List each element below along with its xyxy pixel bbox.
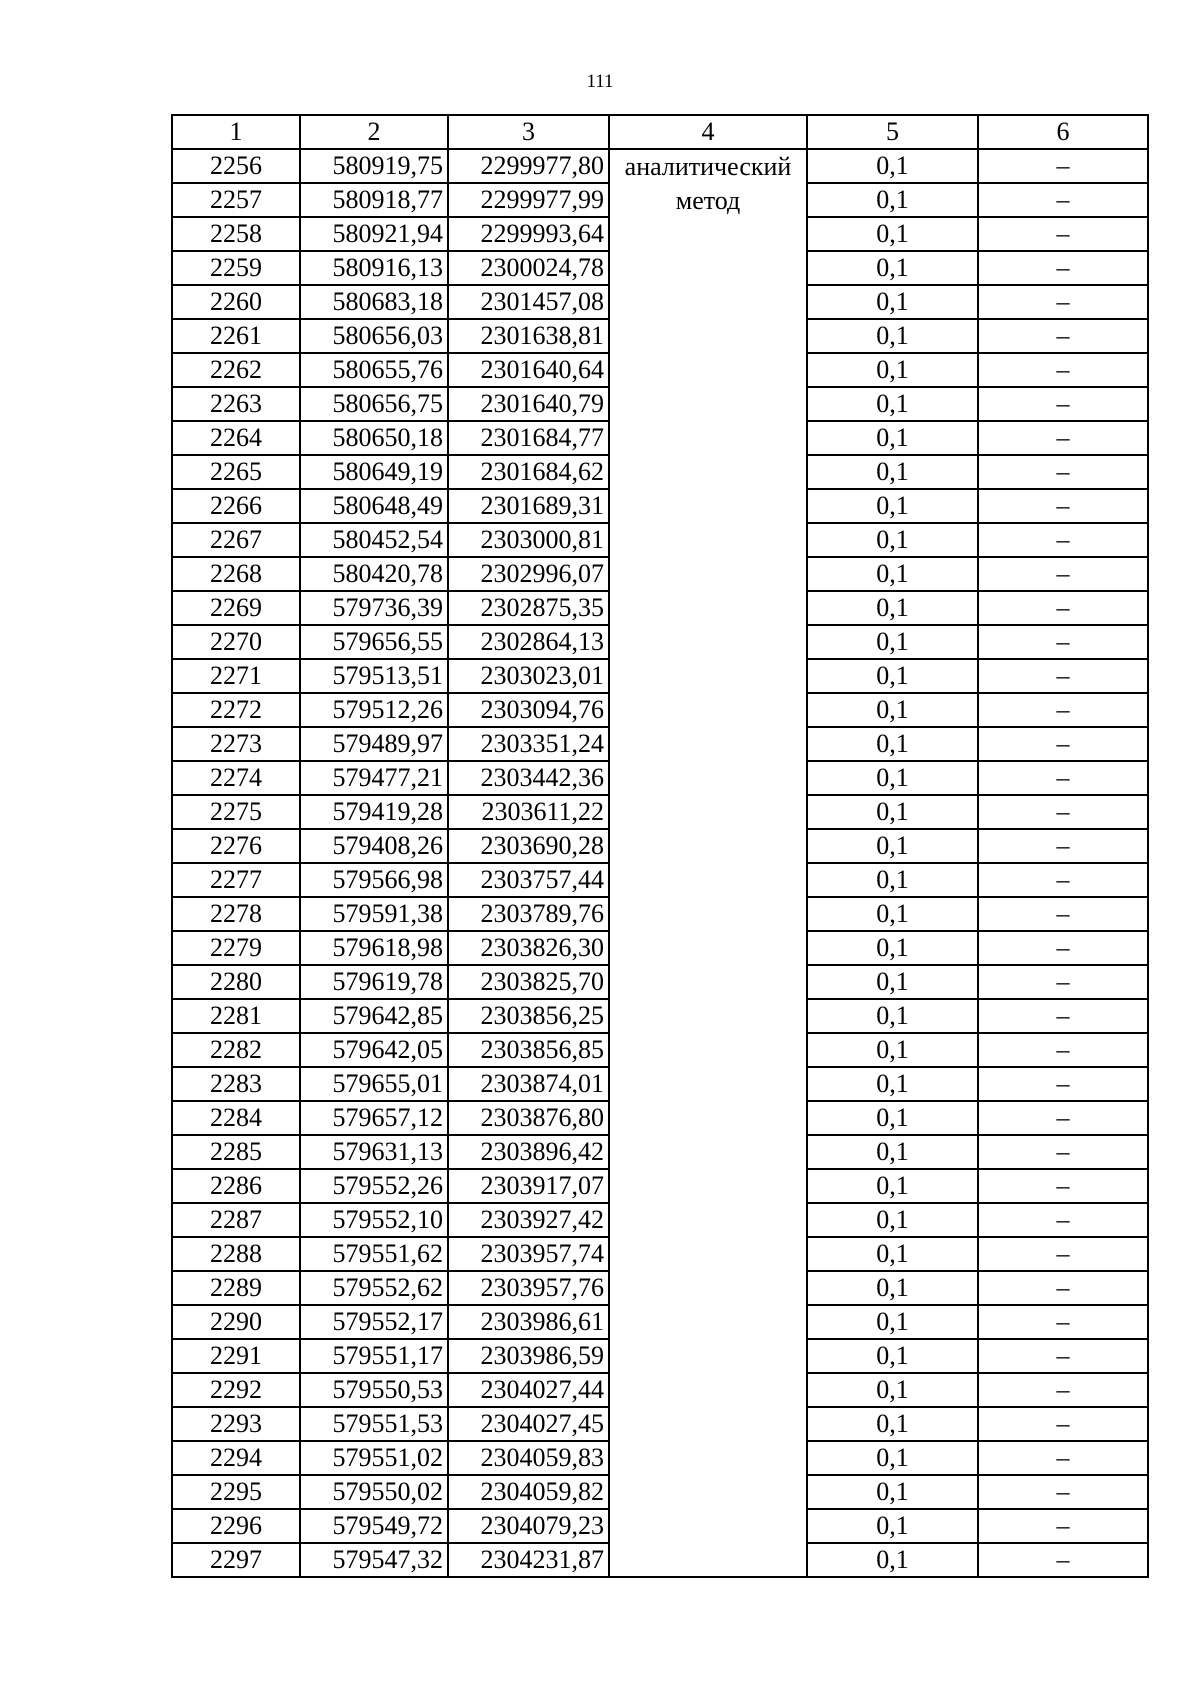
x-coordinate-cell: 579550,53: [300, 1373, 448, 1407]
point-number-cell: 2266: [172, 489, 300, 523]
y-coordinate-cell: 2303826,30: [448, 931, 609, 965]
y-coordinate-cell: 2304079,23: [448, 1509, 609, 1543]
y-coordinate-cell: 2304059,83: [448, 1441, 609, 1475]
point-number-cell: 2264: [172, 421, 300, 455]
x-coordinate-cell: 579477,21: [300, 761, 448, 795]
point-number-cell: 2272: [172, 693, 300, 727]
y-coordinate-cell: 2303789,76: [448, 897, 609, 931]
note-cell: –: [978, 999, 1148, 1033]
point-number-cell: 2281: [172, 999, 300, 1033]
note-cell: –: [978, 1441, 1148, 1475]
note-cell: –: [978, 387, 1148, 421]
note-cell: –: [978, 965, 1148, 999]
x-coordinate-cell: 580649,19: [300, 455, 448, 489]
accuracy-cell: 0,1: [807, 1067, 978, 1101]
accuracy-cell: 0,1: [807, 795, 978, 829]
point-number-cell: 2280: [172, 965, 300, 999]
y-coordinate-cell: 2303896,42: [448, 1135, 609, 1169]
accuracy-cell: 0,1: [807, 965, 978, 999]
y-coordinate-cell: 2304027,44: [448, 1373, 609, 1407]
note-cell: –: [978, 1067, 1148, 1101]
note-cell: –: [978, 591, 1148, 625]
point-number-cell: 2284: [172, 1101, 300, 1135]
x-coordinate-cell: 579549,72: [300, 1509, 448, 1543]
x-coordinate-cell: 579551,17: [300, 1339, 448, 1373]
point-number-cell: 2293: [172, 1407, 300, 1441]
accuracy-cell: 0,1: [807, 999, 978, 1033]
y-coordinate-cell: 2303000,81: [448, 523, 609, 557]
x-coordinate-cell: 580916,13: [300, 251, 448, 285]
accuracy-cell: 0,1: [807, 1135, 978, 1169]
point-number-cell: 2267: [172, 523, 300, 557]
note-cell: –: [978, 795, 1148, 829]
point-number-cell: 2257: [172, 183, 300, 217]
y-coordinate-cell: 2301640,64: [448, 353, 609, 387]
x-coordinate-cell: 580656,03: [300, 319, 448, 353]
accuracy-cell: 0,1: [807, 1543, 978, 1577]
x-coordinate-cell: 579591,38: [300, 897, 448, 931]
method-cell: аналитический метод: [609, 149, 807, 1577]
accuracy-cell: 0,1: [807, 761, 978, 795]
column-header-4: 4: [609, 115, 807, 149]
accuracy-cell: 0,1: [807, 149, 978, 183]
y-coordinate-cell: 2303876,80: [448, 1101, 609, 1135]
note-cell: –: [978, 285, 1148, 319]
note-cell: –: [978, 251, 1148, 285]
note-cell: –: [978, 1339, 1148, 1373]
point-number-cell: 2297: [172, 1543, 300, 1577]
x-coordinate-cell: 579566,98: [300, 863, 448, 897]
note-cell: –: [978, 863, 1148, 897]
point-number-cell: 2271: [172, 659, 300, 693]
x-coordinate-cell: 580921,94: [300, 217, 448, 251]
point-number-cell: 2289: [172, 1271, 300, 1305]
x-coordinate-cell: 579655,01: [300, 1067, 448, 1101]
y-coordinate-cell: 2303917,07: [448, 1169, 609, 1203]
x-coordinate-cell: 580655,76: [300, 353, 448, 387]
note-cell: –: [978, 693, 1148, 727]
x-coordinate-cell: 580918,77: [300, 183, 448, 217]
header-row: [172, 115, 1148, 149]
accuracy-cell: 0,1: [807, 387, 978, 421]
note-cell: –: [978, 931, 1148, 965]
x-coordinate-cell: 579552,26: [300, 1169, 448, 1203]
x-coordinate-cell: 580420,78: [300, 557, 448, 591]
x-coordinate-cell: 579551,62: [300, 1237, 448, 1271]
accuracy-cell: 0,1: [807, 421, 978, 455]
point-number-cell: 2290: [172, 1305, 300, 1339]
y-coordinate-cell: 2299977,80: [448, 149, 609, 183]
note-cell: –: [978, 761, 1148, 795]
point-number-cell: 2261: [172, 319, 300, 353]
accuracy-cell: 0,1: [807, 1203, 978, 1237]
accuracy-cell: 0,1: [807, 1033, 978, 1067]
x-coordinate-cell: 579631,13: [300, 1135, 448, 1169]
y-coordinate-cell: 2301638,81: [448, 319, 609, 353]
accuracy-cell: 0,1: [807, 1169, 978, 1203]
point-number-cell: 2260: [172, 285, 300, 319]
accuracy-cell: 0,1: [807, 1339, 978, 1373]
accuracy-cell: 0,1: [807, 285, 978, 319]
point-number-cell: 2277: [172, 863, 300, 897]
page-number: 111: [586, 71, 614, 92]
y-coordinate-cell: 2302875,35: [448, 591, 609, 625]
x-coordinate-cell: 579550,02: [300, 1475, 448, 1509]
note-cell: –: [978, 897, 1148, 931]
y-coordinate-cell: 2303986,61: [448, 1305, 609, 1339]
y-coordinate-cell: 2303442,36: [448, 761, 609, 795]
point-number-cell: 2262: [172, 353, 300, 387]
column-header-3: 3: [448, 115, 609, 149]
note-cell: –: [978, 217, 1148, 251]
note-cell: –: [978, 659, 1148, 693]
accuracy-cell: 0,1: [807, 319, 978, 353]
point-number-cell: 2265: [172, 455, 300, 489]
y-coordinate-cell: 2299993,64: [448, 217, 609, 251]
accuracy-cell: 0,1: [807, 523, 978, 557]
accuracy-cell: 0,1: [807, 897, 978, 931]
note-cell: –: [978, 1101, 1148, 1135]
accuracy-cell: 0,1: [807, 1373, 978, 1407]
accuracy-cell: 0,1: [807, 489, 978, 523]
note-cell: –: [978, 1135, 1148, 1169]
y-coordinate-cell: 2301457,08: [448, 285, 609, 319]
x-coordinate-cell: 580919,75: [300, 149, 448, 183]
x-coordinate-cell: 579642,05: [300, 1033, 448, 1067]
note-cell: –: [978, 1407, 1148, 1441]
y-coordinate-cell: 2303690,28: [448, 829, 609, 863]
note-cell: –: [978, 149, 1148, 183]
accuracy-cell: 0,1: [807, 659, 978, 693]
y-coordinate-cell: 2303874,01: [448, 1067, 609, 1101]
point-number-cell: 2288: [172, 1237, 300, 1271]
accuracy-cell: 0,1: [807, 829, 978, 863]
point-number-cell: 2278: [172, 897, 300, 931]
x-coordinate-cell: 580683,18: [300, 285, 448, 319]
accuracy-cell: 0,1: [807, 727, 978, 761]
x-coordinate-cell: 580452,54: [300, 523, 448, 557]
x-coordinate-cell: 580656,75: [300, 387, 448, 421]
y-coordinate-cell: 2299977,99: [448, 183, 609, 217]
accuracy-cell: 0,1: [807, 251, 978, 285]
note-cell: –: [978, 455, 1148, 489]
x-coordinate-cell: 579408,26: [300, 829, 448, 863]
point-number-cell: 2269: [172, 591, 300, 625]
point-number-cell: 2256: [172, 149, 300, 183]
note-cell: –: [978, 183, 1148, 217]
accuracy-cell: 0,1: [807, 217, 978, 251]
x-coordinate-cell: 579642,85: [300, 999, 448, 1033]
y-coordinate-cell: 2303957,74: [448, 1237, 609, 1271]
accuracy-cell: 0,1: [807, 455, 978, 489]
y-coordinate-cell: 2304059,82: [448, 1475, 609, 1509]
accuracy-cell: 0,1: [807, 863, 978, 897]
x-coordinate-cell: 579656,55: [300, 625, 448, 659]
point-number-cell: 2291: [172, 1339, 300, 1373]
note-cell: –: [978, 625, 1148, 659]
point-number-cell: 2263: [172, 387, 300, 421]
point-number-cell: 2258: [172, 217, 300, 251]
y-coordinate-cell: 2301684,62: [448, 455, 609, 489]
column-header-6: 6: [978, 115, 1148, 149]
y-coordinate-cell: 2303856,85: [448, 1033, 609, 1067]
accuracy-cell: 0,1: [807, 183, 978, 217]
accuracy-cell: 0,1: [807, 1441, 978, 1475]
accuracy-cell: 0,1: [807, 1475, 978, 1509]
note-cell: –: [978, 727, 1148, 761]
x-coordinate-cell: 579657,12: [300, 1101, 448, 1135]
x-coordinate-cell: 579419,28: [300, 795, 448, 829]
point-number-cell: 2259: [172, 251, 300, 285]
note-cell: –: [978, 1305, 1148, 1339]
column-header-5: 5: [807, 115, 978, 149]
y-coordinate-cell: 2303957,76: [448, 1271, 609, 1305]
y-coordinate-cell: 2303611,22: [448, 795, 609, 829]
column-header-1: 1: [172, 115, 300, 149]
point-number-cell: 2270: [172, 625, 300, 659]
y-coordinate-cell: 2303757,44: [448, 863, 609, 897]
note-cell: –: [978, 1237, 1148, 1271]
note-cell: –: [978, 557, 1148, 591]
y-coordinate-cell: 2302864,13: [448, 625, 609, 659]
y-coordinate-cell: 2303351,24: [448, 727, 609, 761]
x-coordinate-cell: 579618,98: [300, 931, 448, 965]
x-coordinate-cell: 579552,62: [300, 1271, 448, 1305]
y-coordinate-cell: 2304231,87: [448, 1543, 609, 1577]
point-number-cell: 2268: [172, 557, 300, 591]
note-cell: –: [978, 1203, 1148, 1237]
note-cell: –: [978, 1169, 1148, 1203]
y-coordinate-cell: 2300024,78: [448, 251, 609, 285]
point-number-cell: 2279: [172, 931, 300, 965]
note-cell: –: [978, 1373, 1148, 1407]
coordinates-table: [171, 114, 1149, 1578]
accuracy-cell: 0,1: [807, 625, 978, 659]
point-number-cell: 2296: [172, 1509, 300, 1543]
point-number-cell: 2283: [172, 1067, 300, 1101]
point-number-cell: 2286: [172, 1169, 300, 1203]
accuracy-cell: 0,1: [807, 591, 978, 625]
y-coordinate-cell: 2304027,45: [448, 1407, 609, 1441]
accuracy-cell: 0,1: [807, 1271, 978, 1305]
y-coordinate-cell: 2302996,07: [448, 557, 609, 591]
table-row: [172, 149, 1148, 183]
x-coordinate-cell: 579512,26: [300, 693, 448, 727]
accuracy-cell: 0,1: [807, 557, 978, 591]
note-cell: –: [978, 353, 1148, 387]
x-coordinate-cell: 579551,02: [300, 1441, 448, 1475]
y-coordinate-cell: 2301689,31: [448, 489, 609, 523]
accuracy-cell: 0,1: [807, 1509, 978, 1543]
note-cell: –: [978, 1509, 1148, 1543]
x-coordinate-cell: 580650,18: [300, 421, 448, 455]
point-number-cell: 2276: [172, 829, 300, 863]
y-coordinate-cell: 2303927,42: [448, 1203, 609, 1237]
note-cell: –: [978, 489, 1148, 523]
x-coordinate-cell: 579513,51: [300, 659, 448, 693]
x-coordinate-cell: 579552,17: [300, 1305, 448, 1339]
point-number-cell: 2295: [172, 1475, 300, 1509]
x-coordinate-cell: 579489,97: [300, 727, 448, 761]
point-number-cell: 2294: [172, 1441, 300, 1475]
note-cell: –: [978, 421, 1148, 455]
note-cell: –: [978, 1271, 1148, 1305]
accuracy-cell: 0,1: [807, 1305, 978, 1339]
y-coordinate-cell: 2303856,25: [448, 999, 609, 1033]
y-coordinate-cell: 2303023,01: [448, 659, 609, 693]
table-body: [172, 149, 1148, 1577]
x-coordinate-cell: 579551,53: [300, 1407, 448, 1441]
note-cell: –: [978, 1475, 1148, 1509]
accuracy-cell: 0,1: [807, 931, 978, 965]
point-number-cell: 2287: [172, 1203, 300, 1237]
accuracy-cell: 0,1: [807, 693, 978, 727]
y-coordinate-cell: 2301640,79: [448, 387, 609, 421]
y-coordinate-cell: 2303825,70: [448, 965, 609, 999]
x-coordinate-cell: 579547,32: [300, 1543, 448, 1577]
point-number-cell: 2282: [172, 1033, 300, 1067]
x-coordinate-cell: 579552,10: [300, 1203, 448, 1237]
x-coordinate-cell: 579619,78: [300, 965, 448, 999]
point-number-cell: 2274: [172, 761, 300, 795]
note-cell: –: [978, 1033, 1148, 1067]
accuracy-cell: 0,1: [807, 1101, 978, 1135]
accuracy-cell: 0,1: [807, 353, 978, 387]
point-number-cell: 2273: [172, 727, 300, 761]
y-coordinate-cell: 2303094,76: [448, 693, 609, 727]
y-coordinate-cell: 2301684,77: [448, 421, 609, 455]
y-coordinate-cell: 2303986,59: [448, 1339, 609, 1373]
note-cell: –: [978, 523, 1148, 557]
note-cell: –: [978, 829, 1148, 863]
point-number-cell: 2285: [172, 1135, 300, 1169]
accuracy-cell: 0,1: [807, 1407, 978, 1441]
accuracy-cell: 0,1: [807, 1237, 978, 1271]
x-coordinate-cell: 580648,49: [300, 489, 448, 523]
point-number-cell: 2275: [172, 795, 300, 829]
point-number-cell: 2292: [172, 1373, 300, 1407]
note-cell: –: [978, 1543, 1148, 1577]
column-header-2: 2: [300, 115, 448, 149]
note-cell: –: [978, 319, 1148, 353]
x-coordinate-cell: 579736,39: [300, 591, 448, 625]
